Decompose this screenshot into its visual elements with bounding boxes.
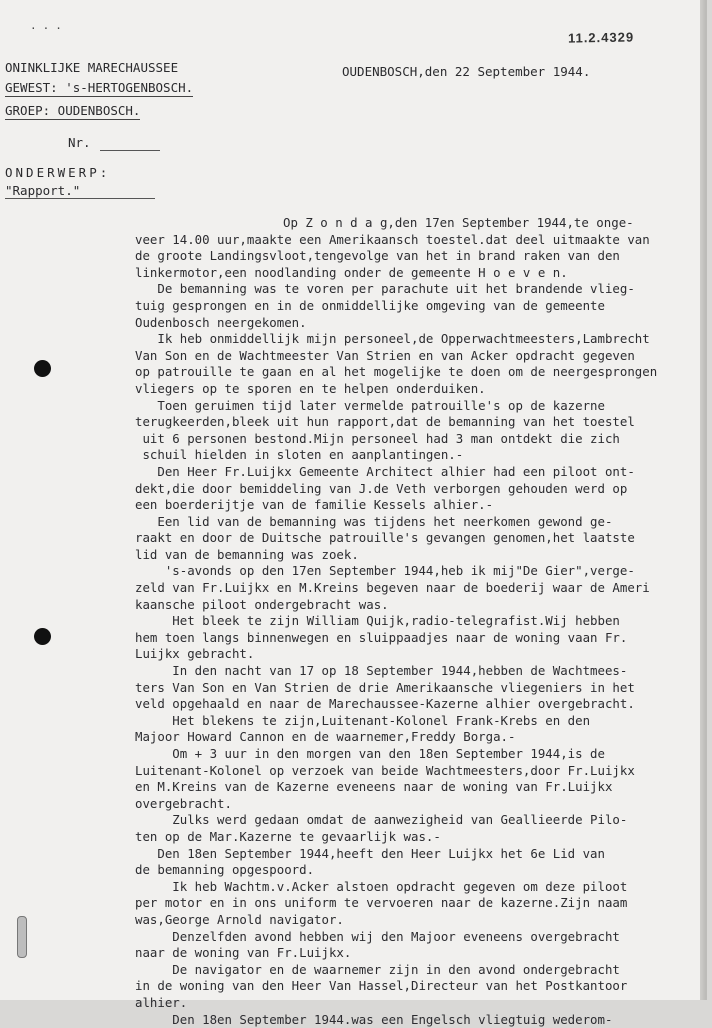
subject-value: "Rapport." (5, 183, 80, 198)
body-line: veld opgehaald en naar de Marechaussee-Kazerne alhier overgebracht. (135, 696, 690, 713)
nr-underline (100, 150, 160, 151)
body-line: Het blekens te zijn,Luitenant-Kolonel Frank-Krebs en den (135, 713, 690, 730)
body-line: hem toen langs binnenwegen en sluippaadjes naar de woning vaan Fr. (135, 630, 690, 647)
org-line-1: ONINKLIJKE MARECHAUSSEE (5, 60, 178, 75)
body-line: en M.Kreins van de Kazerne eveneens naar de woning van Fr.Luijkx (135, 779, 690, 796)
body-line: overgebracht. (135, 796, 690, 813)
org-line-2-text: GEWEST: 's-HERTOGENBOSCH. (5, 80, 193, 97)
body-line: Luitenant-Kolonel op verzoek van beide Wachtmeesters,door Fr.Luijkx (135, 763, 690, 780)
org-line-2 (5, 80, 193, 95)
body-line: Op Z o n d a g,den 17en September 1944,te onge- (135, 215, 690, 232)
body-line: was,George Arnold navigator. (135, 912, 690, 929)
body-line: Ik heb onmiddellijk mijn personeel,de Opperwachtmeesters,Lambrecht (135, 331, 690, 348)
corner-marks: ··· (30, 22, 68, 35)
nr-label: Nr. (68, 135, 91, 150)
body-line: lid van de bemanning was zoek. (135, 547, 690, 564)
body-line: in de woning van den Heer Van Hassel,Directeur van het Postkantoor (135, 978, 690, 995)
body-line: Den Heer Fr.Luijkx Gemeente Architect alhier had een piloot ont- (135, 464, 690, 481)
subject-label: ONDERWERP: (5, 165, 110, 180)
body-line: de bemanning opgespoord. (135, 862, 690, 879)
body-line: linkermotor,een noodlanding onder de gemeente H o e v e n. (135, 265, 690, 282)
body-line: Den 18en September 1944,heeft den Heer Luijkx het 6e Lid van (135, 846, 690, 863)
body-line: De bemanning was te voren per parachute uit het brandende vlieg- (135, 281, 690, 298)
org-line-3 (5, 103, 140, 118)
body-line: terugkeerden,bleek uit hun rapport,dat de bemanning van het toestel (135, 414, 690, 431)
body-line: In den nacht van 17 op 18 September 1944,hebben de Wachtmees- (135, 663, 690, 680)
body-line: op patrouille te gaan en al het mogelijke te doen om de neergesprongen (135, 364, 690, 381)
page-edge (700, 0, 706, 1000)
body-line: Van Son en de Wachtmeester Van Strien en van Acker opdracht gegeven (135, 348, 690, 365)
org-line-3-text: GROEP: OUDENBOSCH. (5, 103, 140, 120)
body-line: alhier. (135, 995, 690, 1012)
body-line: de groote Landingsvloot,tengevolge van het in brand raken van den (135, 248, 690, 265)
body-line: Om + 3 uur in den morgen van den 18en September 1944,is de (135, 746, 690, 763)
body-line: Majoor Howard Cannon en de waarnemer,Freddy Borga.- (135, 729, 690, 746)
body-line: schuil hielden in sloten en aanplantingen.- (135, 447, 690, 464)
archive-number: 11.2.4329 (568, 29, 634, 45)
body-line: Toen geruimen tijd later vermelde patrouille's op de kazerne (135, 398, 690, 415)
place-date: OUDENBOSCH,den 22 September 1944. (342, 64, 590, 79)
body-line: een boerderijtje van de familie Kessels alhier.- (135, 497, 690, 514)
body-line: De navigator en de waarnemer zijn in den avond ondergebracht (135, 962, 690, 979)
body-line: Oudenbosch neergekomen. (135, 315, 690, 332)
body-line: Een lid van de bemanning was tijdens het neerkomen gewond ge- (135, 514, 690, 531)
body-line: naar de woning van Fr.Luijkx. (135, 945, 690, 962)
body-line: vliegers op te sporen en te helpen onderduiken. (135, 381, 690, 398)
staple-mark (17, 916, 27, 958)
body-line: Den 18en September 1944.was een Engelsch vliegtuig wederom- (135, 1012, 690, 1028)
body-line: veer 14.00 uur,maakte een Amerikaansch toestel.dat deel uitmaakte van (135, 232, 690, 249)
body-line: Zulks werd gedaan omdat de aanwezigheid van Geallieerde Pilo- (135, 812, 690, 829)
body-line: kaansche piloot ondergebracht was. (135, 597, 690, 614)
report-body (135, 215, 690, 1028)
body-line: Luijkx gebracht. (135, 646, 690, 663)
punch-hole-top (34, 360, 51, 377)
body-line: Ik heb Wachtm.v.Acker alstoen opdracht gegeven om deze piloot (135, 879, 690, 896)
body-line: 's-avonds op den 17en September 1944,heb ik mij"De Gier",verge- (135, 563, 690, 580)
body-line: zeld van Fr.Luijkx en M.Kreins begeven naar de boederij waar de Ameri (135, 580, 690, 597)
body-line: uit 6 personen bestond.Mijn personeel had 3 man ontdekt die zich (135, 431, 690, 448)
body-line: Het bleek te zijn William Quijk,radio-telegrafist.Wij hebben (135, 613, 690, 630)
subject-underline (5, 198, 155, 199)
body-line: tuig gesprongen en in de onmiddellijke omgeving van de gemeente (135, 298, 690, 315)
body-line: per motor en in ons uniform te vervoeren naar de kazerne.Zijn naam (135, 895, 690, 912)
body-line: raakt en door de Duitsche patrouille's gevangen genomen,het laatste (135, 530, 690, 547)
punch-hole-bottom (34, 628, 51, 645)
body-line: ten op de Mar.Kazerne te gevaarlijk was.- (135, 829, 690, 846)
body-line: dekt,die door bemiddeling van J.de Veth verborgen gehouden werd op (135, 481, 690, 498)
body-line: ters Van Son en Van Strien de drie Amerikaansche vliegeniers in het (135, 680, 690, 697)
body-line: Denzelfden avond hebben wij den Majoor eveneens overgebracht (135, 929, 690, 946)
